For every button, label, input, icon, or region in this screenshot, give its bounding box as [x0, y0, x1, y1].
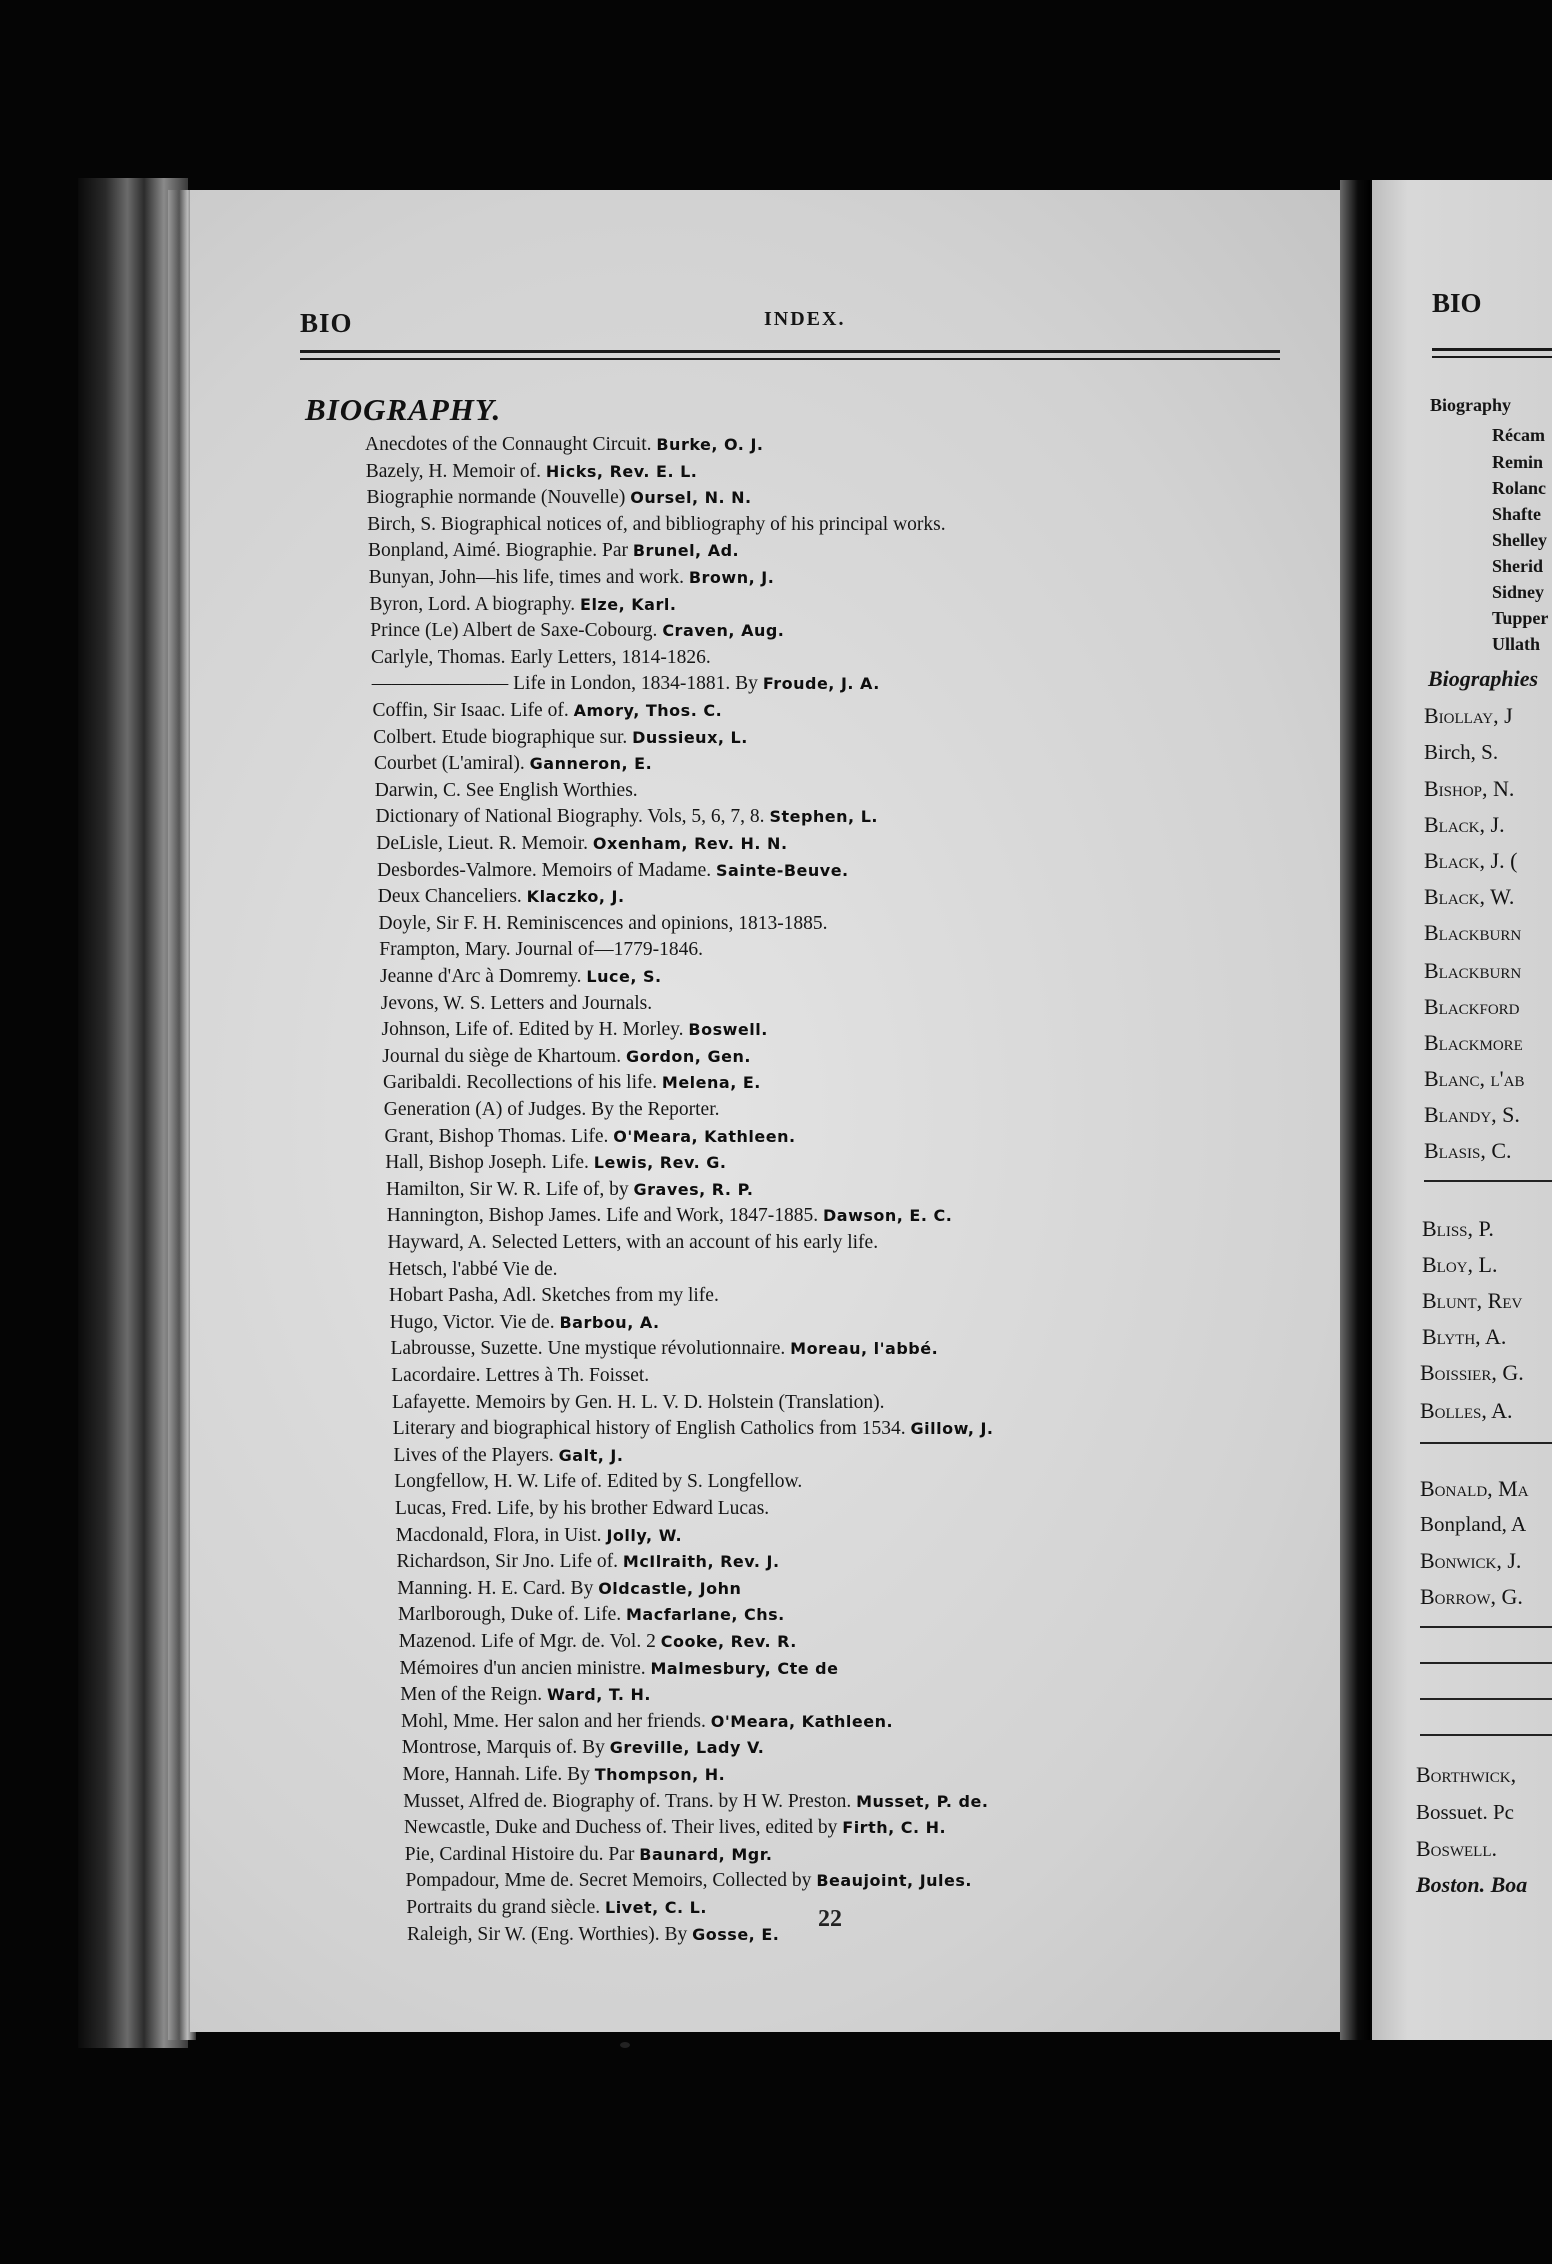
entry-title: Portraits du grand siècle. [406, 1897, 601, 1918]
index-entry [372, 672, 880, 696]
index-entry [385, 1125, 796, 1149]
index-entry [388, 1231, 879, 1255]
facing-page-entry: Boston. Boa [1416, 1872, 1528, 1897]
entry-author: Greville, Lady V. [609, 1738, 765, 1758]
entry-title: Hetsch, l'abbé Vie de. [388, 1258, 558, 1280]
index-entry [391, 1364, 649, 1388]
facing-page-dash-rule [1420, 1626, 1552, 1628]
entry-title: ——————— Life in London, 1834-1881. By [371, 673, 758, 695]
index-entry [373, 726, 748, 750]
entry-title: DeLisle, Lieut. R. Memoir. [376, 833, 589, 854]
facing-page-dash-rule [1420, 1734, 1552, 1736]
index-entry [392, 1391, 885, 1415]
facing-page-entry: Bonpland, A [1420, 1512, 1527, 1536]
index-entry [396, 1524, 682, 1548]
entry-title: Mémoires d'un ancien ministre. [399, 1657, 646, 1679]
index-entry [397, 1550, 780, 1574]
book-gutter [1340, 180, 1370, 2040]
index-entry [403, 1763, 726, 1787]
entry-title: Musset, Alfred de. Biography of. Trans. by H W. Preston. [403, 1790, 852, 1812]
running-head-center: INDEX. [764, 308, 846, 330]
index-entry [377, 859, 849, 883]
entry-author: Craven, Aug. [662, 621, 785, 641]
facing-page-entry: Shafte [1492, 504, 1541, 524]
facing-page-entry: Blyth, A. [1422, 1324, 1507, 1349]
entry-title: Raleigh, Sir W. (Eng. Worthies). By [407, 1923, 688, 1945]
facing-page-entry: Blanc, l'ab [1424, 1066, 1525, 1091]
entry-author: Burke, O. J. [656, 435, 764, 454]
index-entry [373, 699, 723, 723]
facing-page-entry: Black, J. ( [1424, 848, 1518, 873]
facing-page-entry: Bloy, L. [1422, 1252, 1498, 1277]
entry-title: Richardson, Sir Jno. Life of. [396, 1551, 619, 1573]
entry-title: More, Hannah. Life. By [402, 1764, 590, 1785]
entry-title: Jevons, W. S. Letters and Journals. [380, 992, 653, 1014]
entry-author: McIlraith, Rev. J. [622, 1552, 780, 1572]
entry-author: Barbou, A. [559, 1312, 660, 1332]
entry-title: Hamilton, Sir W. R. Life of, by [386, 1178, 629, 1200]
facing-page-entry: Blasis, C. [1424, 1138, 1512, 1163]
entry-author: Boswell. [688, 1020, 768, 1040]
index-entry [381, 992, 652, 1016]
facing-page-entry: Bolles, A. [1420, 1398, 1513, 1423]
facing-page-entry: Bossuet. Pc [1416, 1800, 1515, 1824]
facing-page-entry: Rolanc [1492, 478, 1546, 498]
index-entry [378, 885, 625, 909]
entry-title: Lives of the Players. [393, 1444, 554, 1466]
facing-page-entry: Blackburn [1424, 958, 1522, 983]
header-rule-thin [300, 358, 1280, 360]
index-entry [395, 1497, 769, 1521]
entry-title: Longfellow, H. W. Life of. Edited by S. Longfellow. [394, 1471, 803, 1493]
entry-title: Lafayette. Memoirs by Gen. H. L. V. D. Holstein (Translation). [392, 1391, 885, 1413]
facing-page-entry: Bonwick, J. [1420, 1548, 1522, 1573]
index-entry [397, 1577, 741, 1601]
entry-author: O'Meara, Kathleen. [613, 1126, 796, 1146]
facing-page-dash-rule [1424, 1180, 1552, 1182]
entry-author: Gosse, E. [692, 1924, 780, 1944]
facing-page-entry: Bonald, Ma [1420, 1476, 1529, 1501]
entry-author: Sainte-Beuve. [716, 860, 849, 880]
entry-author: Amory, Thos. C. [573, 701, 723, 720]
entry-title: Mazenod. Life of Mgr. de. Vol. 2 [398, 1631, 656, 1652]
entry-author: Graves, R. P. [633, 1179, 754, 1199]
entry-title: Lacordaire. Lettres à Th. Foisset. [391, 1365, 650, 1386]
entry-author: Baunard, Mgr. [639, 1844, 773, 1864]
entry-author: Brown, J. [688, 568, 775, 587]
entry-title: Coffin, Sir Isaac. Life of. [372, 700, 569, 721]
entry-author: Brunel, Ad. [632, 541, 740, 561]
facing-page-entry: Borthwick, [1416, 1762, 1517, 1787]
entry-author: Klaczko, J. [526, 887, 625, 907]
facing-page-entry: Shelley [1492, 530, 1548, 550]
facing-page-dash-rule [1420, 1442, 1552, 1444]
facing-page-entry: Borrow, G. [1420, 1584, 1523, 1609]
entry-author: Ward, T. H. [547, 1685, 651, 1705]
entry-title: Deux Chanceliers. [377, 886, 522, 908]
facing-page-entry: Bliss, P. [1422, 1216, 1494, 1241]
facing-page-dash-rule [1420, 1698, 1552, 1700]
index-entry [402, 1736, 765, 1760]
facing-page-entry: Remin [1492, 452, 1543, 472]
entry-title: Jeanne d'Arc à Domremy. [380, 966, 582, 987]
entry-author: Malmesbury, Cte de [650, 1658, 839, 1678]
index-entry [379, 938, 703, 962]
index-entry [384, 1098, 720, 1122]
index-entry [390, 1311, 660, 1335]
entry-title: Johnson, Life of. Edited by H. Morley. [381, 1019, 684, 1041]
index-entry [366, 460, 698, 484]
entry-title: Labrousse, Suzette. Une mystique révolutionnaire. [390, 1338, 786, 1360]
facing-page-entry: Bishop, N. [1424, 776, 1515, 801]
index-entry [403, 1790, 988, 1814]
index-entry [394, 1470, 802, 1494]
entry-title: Literary and biographical history of English Catholics from 1534. [392, 1418, 906, 1440]
entry-title: Pie, Cardinal Histoire du. Par [404, 1843, 635, 1865]
index-entry [406, 1896, 707, 1920]
index-entry [382, 1045, 751, 1069]
entry-author: Livet, C. L. [605, 1898, 707, 1917]
facing-page-entry: Blackford [1424, 994, 1520, 1019]
entry-author: Elze, Karl. [580, 594, 677, 614]
section-title: BIOGRAPHY. [305, 392, 502, 427]
entry-author: Ganneron, E. [529, 754, 653, 774]
entry-title: Birch, S. Biographical notices of, and bibliography of his principal works. [367, 513, 946, 535]
facing-page-entry: Blackburn [1424, 920, 1522, 945]
entry-title: Courbet (L'amiral). [374, 753, 525, 775]
entry-title: Newcastle, Duke and Duchess of. Their lives, edited by [404, 1817, 838, 1839]
index-entry [400, 1683, 651, 1707]
entry-title: Lucas, Fred. Life, by his brother Edward Lucas. [395, 1498, 770, 1519]
index-entry [398, 1603, 785, 1627]
page-number: 22 [818, 1906, 842, 1932]
entry-title: Journal du siège de Khartoum. [382, 1045, 622, 1067]
entry-author: Galt, J. [558, 1445, 624, 1465]
facing-page-running-head: BIO [1432, 288, 1482, 318]
index-entry [391, 1337, 939, 1361]
entry-author: Beaujoint, Jules. [816, 1871, 972, 1891]
index-entry [371, 646, 711, 670]
entry-author: Froude, J. A. [762, 674, 880, 694]
entry-author: Luce, S. [586, 967, 662, 986]
entry-title: Hannington, Bishop James. Life and Work, 1847-1885. [386, 1205, 819, 1227]
facing-page-dash-rule [1420, 1662, 1552, 1664]
entry-title: Macdonald, Flora, in Uist. [395, 1524, 602, 1546]
index-entry [367, 513, 945, 537]
entry-title: Carlyle, Thomas. Early Letters, 1814-1826. [371, 646, 711, 668]
entry-author: Thompson, H. [594, 1765, 726, 1784]
facing-page-entry: Récam [1492, 425, 1545, 445]
entry-author: Oursel, N. N. [630, 488, 752, 508]
entry-author: Dawson, E. C. [822, 1206, 953, 1226]
entry-author: Gordon, Gen. [625, 1046, 751, 1066]
facing-page-entry: Black, J. [1424, 812, 1505, 837]
entry-author: O'Meara, Kathleen. [710, 1711, 894, 1731]
index-entry [379, 912, 828, 936]
entry-title: Byron, Lord. A biography. [369, 593, 576, 615]
index-entry [387, 1204, 953, 1228]
index-entry [388, 1258, 557, 1282]
header-rule-thick [300, 350, 1280, 353]
facing-page-entry: Tupper [1492, 608, 1549, 628]
facing-page-rule-thin [1432, 356, 1552, 358]
facing-page-entry: Ullath [1492, 634, 1541, 654]
entry-title: Hall, Bishop Joseph. Life. [385, 1152, 589, 1174]
facing-page-entry: Sidney [1492, 582, 1545, 602]
entry-author: Oxenham, Rev. H. N. [592, 834, 788, 853]
facing-page-entry: Biollay, J [1424, 703, 1513, 728]
entry-title: Garibaldi. Recollections of his life. [383, 1072, 658, 1094]
entry-author: Hicks, Rev. E. L. [545, 461, 698, 481]
entry-title: Doyle, Sir F. H. Reminiscences and opinions, 1813-1885. [378, 912, 828, 934]
facing-page-entry: Sherid [1492, 556, 1544, 576]
index-page [190, 190, 1340, 2032]
entry-author: Oldcastle, John [598, 1578, 742, 1598]
entry-title: Desbordes-Valmore. Memoirs of Madame. [377, 859, 712, 881]
entry-title: Men of the Reign. [400, 1684, 543, 1706]
index-entry [406, 1869, 972, 1893]
entry-author: Jolly, W. [606, 1525, 683, 1545]
index-entry [385, 1151, 726, 1175]
ink-speck [620, 2042, 630, 2048]
index-entry [370, 593, 677, 617]
index-entry [380, 965, 662, 989]
entry-title: Grant, Bishop Thomas. Life. [384, 1125, 609, 1147]
entry-author: Cooke, Rev. R. [660, 1632, 797, 1651]
facing-page-entry: Black, W. [1424, 884, 1515, 909]
entry-title: Anecdotes of the Connaught Circuit. [365, 434, 652, 455]
entry-title: Bazely, H. Memoir of. [365, 460, 542, 482]
entry-title: Hayward, A. Selected Letters, with an account of his early life. [387, 1232, 879, 1253]
entry-title: Manning. H. E. Card. By [397, 1577, 594, 1599]
index-entry [369, 566, 775, 590]
entry-author: Musset, P. de. [856, 1791, 989, 1811]
entry-title: Montrose, Marquis of. By [401, 1737, 605, 1759]
facing-page-entry: Blandy, S. [1424, 1102, 1520, 1127]
entry-title: Hugo, Victor. Vie de. [389, 1311, 555, 1333]
index-entry [370, 619, 784, 643]
facing-page-entry: Blackmore [1424, 1030, 1523, 1055]
entry-title: Generation (A) of Judges. By the Reporter. [383, 1099, 720, 1120]
index-entry [394, 1444, 624, 1468]
facing-page-entry: Biography [1430, 395, 1512, 415]
entry-author: Melena, E. [661, 1073, 761, 1093]
index-entry [376, 805, 878, 829]
entry-title: Biographie normande (Nouvelle) [366, 487, 626, 509]
facing-page-entry: Birch, S. [1424, 740, 1499, 764]
index-entry [375, 779, 638, 803]
index-entry [382, 1018, 768, 1042]
entry-title: Hobart Pasha, Adl. Sketches from my life. [389, 1285, 719, 1307]
entry-title: Pompadour, Mme de. Secret Memoirs, Collected by [405, 1870, 812, 1892]
index-entry [368, 539, 739, 563]
entry-author: Moreau, l'abbé. [790, 1339, 939, 1359]
entry-title: Frampton, Mary. Journal of—1779-1846. [379, 939, 703, 961]
entry-title: Bonpland, Aimé. Biographie. Par [368, 540, 628, 562]
index-entry [393, 1417, 994, 1441]
index-entry [365, 433, 763, 457]
index-entry [400, 1657, 839, 1681]
running-head-left: BIO [300, 308, 353, 338]
facing-page-rule-thick [1432, 348, 1552, 351]
index-entry [407, 1923, 779, 1947]
entry-title: Prince (Le) Albert de Saxe-Cobourg. [370, 620, 658, 642]
index-entry [383, 1071, 761, 1095]
entry-author: Firth, C. H. [842, 1818, 947, 1838]
entry-title: Marlborough, Duke of. Life. [398, 1604, 622, 1626]
index-entry [386, 1178, 753, 1202]
entry-author: Stephen, L. [769, 807, 878, 827]
facing-page-entry: Biographies [1428, 666, 1539, 691]
index-entry [367, 486, 752, 510]
index-entry [404, 1816, 946, 1840]
facing-page-entry: Boswell. [1416, 1836, 1497, 1861]
entry-title: Colbert. Etude biographique sur. [373, 726, 628, 748]
entry-author: Lewis, Rev. G. [593, 1153, 727, 1173]
index-entry [401, 1710, 893, 1734]
index-entry [399, 1630, 797, 1654]
index-entry [389, 1284, 719, 1308]
facing-page-entry: Boissier, G. [1420, 1360, 1524, 1385]
index-entry [374, 752, 652, 776]
entry-author: Dussieux, L. [632, 727, 748, 747]
entry-title: Dictionary of National Biography. Vols, 5, 6, 7, 8. [375, 806, 765, 828]
entry-title: Bunyan, John—his life, times and work. [368, 567, 684, 588]
index-entry [376, 832, 787, 856]
entry-title: Mohl, Mme. Her salon and her friends. [401, 1710, 706, 1732]
index-entry [405, 1843, 773, 1867]
facing-page-entry: Blunt, Rev [1422, 1288, 1523, 1313]
entry-author: Macfarlane, Chs. [625, 1605, 785, 1625]
entry-author: Gillow, J. [910, 1419, 994, 1439]
entry-title: Darwin, C. See English Worthies. [374, 779, 638, 801]
